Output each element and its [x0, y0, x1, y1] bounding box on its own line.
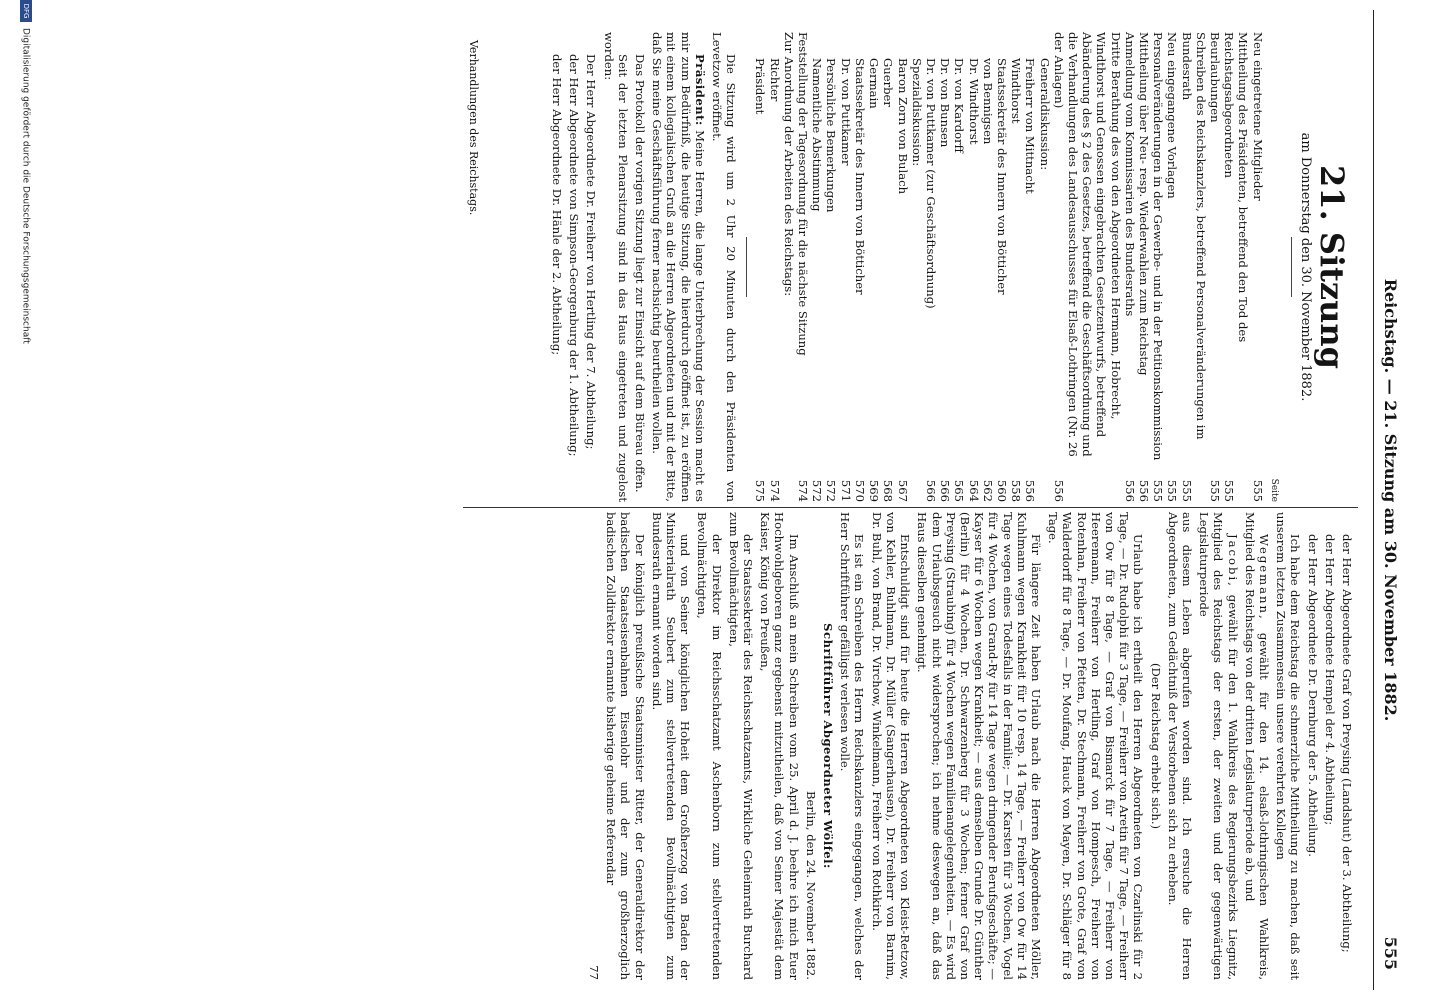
toc-entry — [1208, 32, 1222, 502]
toc-entry-text: Zur Anordnung der Arbeiten des Reichstags: — [781, 32, 796, 297]
toc-entry-text: Freiherr von Mittnacht — [1023, 58, 1038, 194]
toc-entry — [995, 32, 1009, 502]
toc-entry-page: 555 — [1165, 479, 1180, 502]
dfg-logo: DFG — [20, 0, 32, 22]
member-line: der Herr Abgeordnete Dr. Dernburg der 5. Abtheilung. — [1305, 534, 1320, 857]
toc-entry-text: Dr. Windthorst — [966, 58, 981, 145]
session-title: 21. Sitzung — [1313, 165, 1351, 369]
death-notice: Ich habe dem Reichstag die schmerzliche Mittheilung zu machen, daß seit unserem letzten Zusammensein unsere verehrten Kollegen — [1274, 512, 1303, 980]
toc-entry-text: Beurlaubungen — [1207, 32, 1222, 123]
opening-text: Die Sitzung wird um 2 Uhr 20 Minuten durch den Präsidenten von Levetzow eröffnet. — [710, 32, 739, 502]
deceased-entry: Wegemann, gewählt für den 14. elsaß-lothringischen Wahlkreis, Mitglied des Reichstags von der dritten Legislaturperiode ab, und — [1242, 512, 1271, 981]
toc-entry-page: 574 — [796, 479, 811, 502]
toc-entry-text: Anmeldung vom Kommissarien des Bundesraths — [1122, 32, 1137, 317]
toc-entry — [839, 32, 853, 502]
toc-entry — [767, 32, 781, 502]
toc-entry — [881, 32, 895, 502]
toc-entry — [1179, 32, 1207, 502]
toc-entry-text: Namentliche Abstimmung — [810, 58, 825, 212]
toc-entry — [1165, 32, 1179, 502]
toc-entry — [924, 32, 938, 502]
toc-entry — [824, 32, 838, 502]
page-number: 555 — [1381, 936, 1400, 970]
laenger-text: Für längere Zeit haben Urlaub nach die Herren Abgeordneten Möller, Kuhlmann wegen Krankheit für 10 resp. 14 Tage, — Freiherr von Ow für 14 Tage wegen eines Todesfalls in der Familie; — Dr. Karsten für 3 Wochen, Vogel für 4 Wochen, von Grand-Ry für 14 Tage wegen dringender Berufsgeschäfte; — Kayser für 6 Wochen wegen Krankheit; — aus demselben Grunde Dr. Günther (Berlin) für 4 Wochen, Dr. Schwarzenberg für 3 Wochen; ferner Graf von Preysing (Straubing) für 4 Wochen wegen Familienangelegenheiten. — Es wird dem Urlaubsgesuch nicht widersprochen; ich nehme deswegen an, daß das Haus dieselben genehmigt. — [915, 512, 1043, 980]
toc-entry-text: Germain — [867, 58, 882, 109]
entschuldigt-text: Entschuldigt sind für heute die Herren Abgeordneten von Kleist-Retzow, von Kehler, Buhlmann, Dr. Müller (Sangerhausen), Dr. Freiherr von Barnim, Dr. Buhl, von Brand, Dr. Virchow, Winkelmann, Freiherr von Rothkirch. — [869, 512, 913, 980]
session-subtitle: am Donnerstag den 30. November 1882. — [1298, 132, 1313, 402]
toc-entry-text: Dr. von Kardorff — [952, 58, 967, 153]
title-rule — [1291, 237, 1292, 297]
toc-entry-text: Dr. von Puttkamer (zur Geschäftsordnung) — [923, 58, 938, 309]
toc-entry-page: 555 — [1179, 479, 1194, 502]
protokoll-text: Das Protokoll der vorigen Sitzung liegt zur Einsicht auf dem Büreau offen. — [633, 54, 648, 493]
toc-entry — [938, 32, 952, 502]
toc-entry — [1052, 32, 1123, 502]
toc-entry-page: 558 — [1009, 479, 1024, 502]
toc-entry-page: 556 — [1023, 479, 1038, 502]
toc-entry-text: Windthorst — [1009, 58, 1024, 124]
digitization-footer — [20, 0, 32, 1000]
toc-entry — [966, 32, 980, 502]
toc-entry — [981, 32, 995, 502]
toc-entry-page: 572 — [824, 479, 839, 502]
toc-entry — [1009, 32, 1023, 502]
toc-entry — [1023, 32, 1037, 502]
toc-entry-text: Baron Zorn von Bulach — [895, 58, 910, 195]
deceased-entry: Jacobi, gewählt für den 1. Wahlkreis des Regierungsbezirks Liegnitz, Mitglied des Reichstags der ersten, der zweiten und der gegenwärtigen Legislaturperiode — [1197, 512, 1240, 981]
stage-direction: (Der Reichstag erhebt sich.) — [1148, 662, 1163, 830]
toc-entry — [1123, 32, 1137, 502]
toc-entry — [1250, 32, 1264, 502]
toc-entry-page: 556 — [1051, 479, 1066, 502]
toc-entry — [1037, 32, 1051, 502]
running-header — [1373, 10, 1402, 990]
toc-seite-label: Seite — [1268, 478, 1279, 502]
toc-entry-text: Dritte Berathung des von den Abgeordneten Hermann, Hobrecht, Windthorst und Genossen eingebrachten Gesetzentwurfs, betreffend Abänderung des § 2 des Gesetzes, betreffend die Geschäftsordnung und die Verhandlungen des Landesausschusses für Elsaß-Lothringen (Nr. 26 der Anlagen) — [1051, 32, 1123, 457]
toc-entry-page: 575 — [753, 479, 768, 502]
member-line: der Herr Abgeordnete Hempel der 4. Abtheilung; — [1322, 534, 1337, 826]
toc-entry-text: Neu eingegangene Vorlagen — [1165, 32, 1180, 199]
speaker-label: Präsident: — [692, 54, 707, 126]
toc-entry — [1151, 32, 1165, 502]
eintritt-text: Seit der letzten Plenarsitzung sind in das Haus eingetreten und zugelost worden: — [601, 32, 630, 502]
toc-entry-page: 572 — [810, 479, 825, 502]
toc-entry-text: Generaldiskussion: — [1037, 58, 1052, 171]
toc-entry — [753, 32, 767, 502]
toc-entry — [952, 32, 966, 502]
toc-entry-text: von Bennigsen — [980, 58, 995, 145]
toc-entry — [796, 32, 810, 502]
footer-note: Digitalisierung gefördert durch die Deutsche Forschungsgemeinschaft — [20, 28, 31, 344]
page-signature-mark: 77 — [587, 965, 602, 980]
toc-entry — [853, 32, 867, 502]
toc-entry — [782, 32, 796, 502]
letter-text: Im Anschluß an mein Schreiben vom 25. April d. J. beehre ich mich Euer Hochwohlgeboren ganz ergebenst mitzutheilen, daß von Seiner Majestät dem Kaiser, König von Preußen, — [758, 512, 801, 980]
toc-entry-text: Schreiben des Reichskanzlers, betreffend Personalveränderungen im Bundesrath — [1179, 32, 1208, 440]
toc-entry-page: 566 — [923, 479, 938, 502]
toc-entry-page: 555 — [1250, 479, 1265, 502]
toc-entry-page: 556 — [1136, 479, 1151, 502]
toc-entry-page: 555 — [1222, 479, 1237, 502]
running-title: Reichstag. — 21. Sitzung am 30. November 1882. — [1381, 278, 1400, 722]
toc-entry-text: Guerber — [881, 58, 896, 107]
toc-entry-page: 560 — [994, 479, 1009, 502]
letter-item: der Direktor im Reichsschatzamt Aschenborn zum stellvertretenden Bevollmächtigten, — [695, 512, 724, 980]
toc-entry — [810, 32, 824, 502]
toc-entry — [867, 32, 881, 502]
toc-entry-text: Richter — [767, 58, 782, 102]
toc-separator — [746, 237, 747, 297]
toc-entry-page: 567 — [895, 479, 910, 502]
toc-entry-page: 556 — [1122, 479, 1137, 502]
letter-item: und von Seiner königlichen Hoheit dem Großherzog von Baden der Ministerialrath Seubert zum stellvertretenden Bevollmächtigten zum Bundesrath ernannt worden sind. — [649, 512, 693, 980]
toc-entry-page: 568 — [881, 479, 896, 502]
toc-entry-text: Mittheilung des Präsidenten, betreffend den Tod des Reichstagsabgeordneten — [1222, 32, 1251, 343]
toc-entry — [910, 32, 924, 502]
letter-close: Der königlich preußische Staatsminister Ritter, der Generaldirektor der badischen Staatseisenbahnen Eisenlohr und der zum großherzoglich badischen Zolldirektor ernannte bisherige geheime Referendar — [604, 512, 647, 980]
publication-mark: Verhandlungen des Reichstags. — [467, 40, 480, 216]
toc-entry-page: 570 — [852, 479, 867, 502]
table-of-contents — [753, 32, 1264, 502]
letter-date: Berlin, den 24. November 1882. — [803, 791, 818, 980]
toc-entry-text: Dr. von Bunsen — [938, 58, 953, 148]
death-close: aus diesem Leben abgerufen worden sind. Ich ersuche die Herren Abgeordneten, zum Gedächtniß der Verstorbenen sich zu erheben. — [1165, 512, 1194, 980]
schriftfuehrer-heading: Schriftführer Abgeordneter Wölfel: — [821, 623, 836, 869]
toc-entry-page: 565 — [952, 479, 967, 502]
toc-entry-page: 574 — [767, 479, 782, 502]
toc-entry-page: 564 — [966, 479, 981, 502]
toc-entry-text: Präsident — [753, 58, 768, 115]
toc-entry-page: 569 — [867, 479, 882, 502]
toc-entry-page: 571 — [838, 479, 853, 502]
toc-entry-page: 555 — [1151, 479, 1166, 502]
toc-entry-text: Persönliche Bemerkungen — [824, 58, 839, 213]
toc-entry-text: Mittheilung über Neu- resp. Wiederwahlen zum Reichstag — [1136, 32, 1151, 376]
toc-entry — [895, 32, 909, 502]
toc-entry — [1222, 32, 1250, 502]
member-line: Der Herr Abgeordnete Dr. Freiherr von Hertling der 7. Abtheilung; — [584, 54, 599, 450]
urlaub-text: Urlaub habe ich ertheilt den Herren Abgeordneten von Czarlinski für 2 Tage, — Dr. Rudolphi für 3 Tage, — Freiherr von Aretin für 7 Tage, — Freiherr von Ow für 8 Tage, — Graf von Bismarck für 7 Tage, — Freiherr von Heeremann, Freiherr von Hertling, Graf von Hompesch, Freiherr von Rotenhan, Freiherr von Pfetten, Dr. Stechmann, Freiherr von Grote, Graf von Walderdorff für 8 Tage, — Dr. Moufang, Hauck von Mayen, Dr. Schläger für 8 Tage. — [1046, 512, 1146, 980]
member-line: der Herr Abgeordnete von Simpson-Georgenburg der 1. Abtheilung; — [567, 54, 582, 457]
member-line: der Herr Abgeordnete Dr. Hänle der 2. Abtheilung; — [550, 54, 565, 356]
letter-item: der Staatssekretär des Reichsschatzamts, Wirkliche Geheimrath Burchard zum Bevollmächtigten, — [726, 512, 756, 980]
toc-entry — [1137, 32, 1151, 502]
toc-entry-text: Spezialdiskussion: — [909, 58, 924, 167]
toc-entry-page: 562 — [980, 479, 995, 502]
schreiben-text: Es ist ein Schreiben des Herrn Reichskanzlers eingegangen, welches der Herr Schriftführer gefälligst verlesen wolle. — [838, 512, 867, 980]
toc-entry-text: Feststellung der Tagesordnung für die nächste Sitzung — [796, 32, 811, 356]
president-speech: Präsident: Meine Herren, die lange Unterbrechung der Session macht es mir zum Bedürfniß, die heutige Sitzung, die hierdurch geöffnet ist, zu eröffnen mit einem kollegialischen Gruß an die Herren Abgeordneten und mit der Bitte, daß Sie meine Geschäftsführung ferner nachsichtig beurtheilen wollen. — [650, 32, 707, 502]
toc-entry-text: Staatssekretär des Innern von Bötticher — [852, 58, 867, 295]
toc-entry-text: Dr. von Puttkamer — [838, 58, 853, 166]
toc-entry-text: Staatssekretär des Innern von Bötticher — [994, 58, 1009, 295]
member-line: der Herr Abgeordnete Graf von Preysing (Landshut) der 3. Abtheilung; — [1340, 534, 1354, 953]
toc-entry-text: Neu eingetretene Mitglieder — [1250, 32, 1265, 201]
left-column — [547, 32, 1350, 502]
right-column — [584, 512, 1354, 980]
column-divider — [463, 507, 1358, 508]
toc-entry-text: Personalveränderungen in der Gewerbe- und in der Petitionskommission — [1151, 32, 1166, 461]
toc-entry-page: 566 — [938, 479, 953, 502]
toc-entry-page: 555 — [1207, 479, 1222, 502]
